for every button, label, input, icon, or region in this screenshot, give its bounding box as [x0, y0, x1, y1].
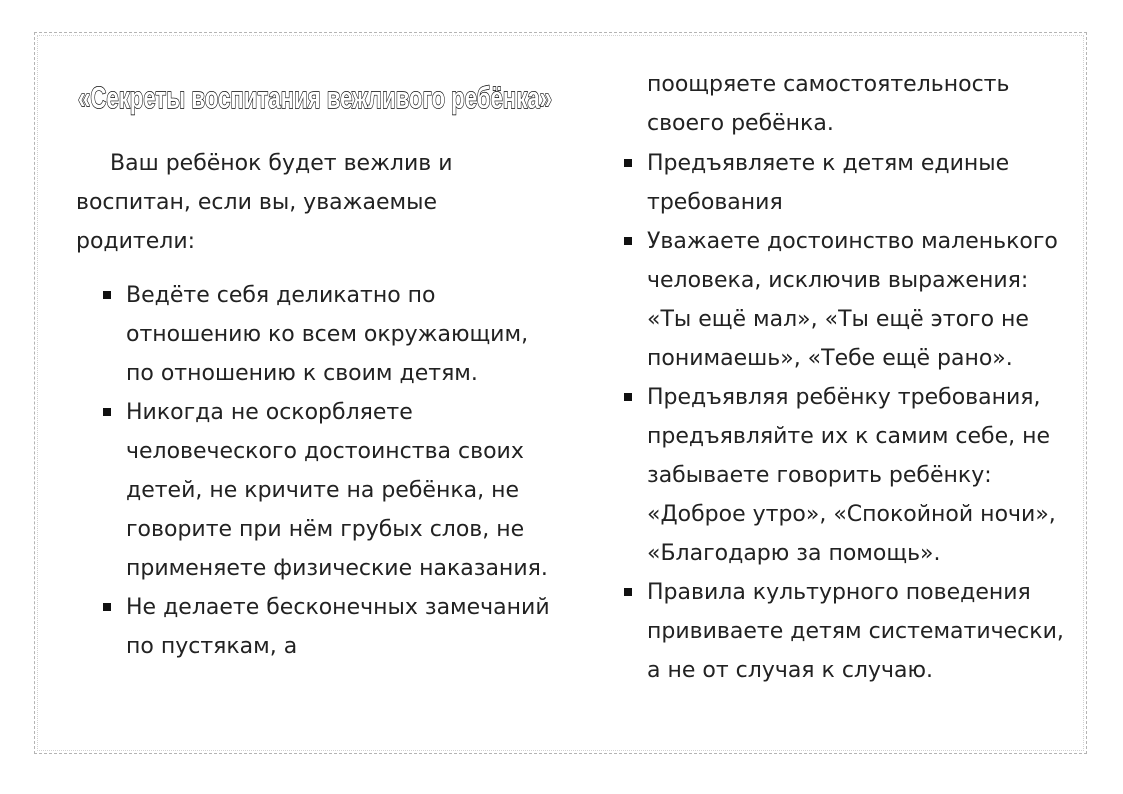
list-item-text: Не делаете бесконечных замечаний по пустякам, а: [126, 595, 550, 659]
right-bullet-list: [597, 144, 1077, 690]
continued-item-text: поощряете самостоятельность своего ребёнка.: [647, 72, 1010, 136]
bullet-square-icon: [103, 408, 111, 416]
list-item: [76, 393, 556, 588]
list-item-text: Никогда не оскорбляете человеческого достоинства своих детей, не кричите на ребёнка, не говорите при нём грубых слов, не применяете физические наказания.: [126, 400, 548, 581]
bullet-square-icon: [103, 603, 111, 611]
list-item-text: Предъявляя ребёнку требования, предъявляйте их к самим себе, не забываете говорить ребёнку: «Доброе утро», «Спокойной ночи», «Благодарю за помощь».: [647, 385, 1056, 566]
list-item: [597, 573, 1077, 690]
list-item: [597, 222, 1077, 378]
document-title-text: «Секреты воспитания вежливого ребёнка»: [78, 80, 552, 115]
intro-paragraph: Ваш ребёнок будет вежлив и воспитан, если вы, уважаемые родители:: [76, 151, 453, 254]
bullet-square-icon: [624, 588, 632, 596]
left-bullet-list: [76, 276, 556, 666]
list-item: [597, 144, 1077, 222]
list-item-text: Предъявляете к детям единые требования: [647, 151, 1010, 215]
document-title: [76, 64, 596, 124]
list-item-text: Правила культурного поведения прививаете детям систематически, а не от случая к случаю.: [647, 580, 1064, 683]
list-item-text: Уважаете достоинство маленького человека, исключив выражения: «Ты ещё мал», «Ты ещё этого не понимаешь», «Тебе ещё рано».: [647, 229, 1058, 371]
list-item: [76, 276, 556, 393]
list-item: [597, 378, 1077, 573]
bullet-square-icon: [624, 159, 632, 167]
bullet-square-icon: [624, 393, 632, 401]
bullet-square-icon: [624, 237, 632, 245]
bullet-square-icon: [103, 291, 111, 299]
list-item-text: Ведёте себя деликатно по отношению ко всем окружающим, по отношению к своим детям.: [126, 283, 529, 386]
list-item: [76, 588, 556, 666]
